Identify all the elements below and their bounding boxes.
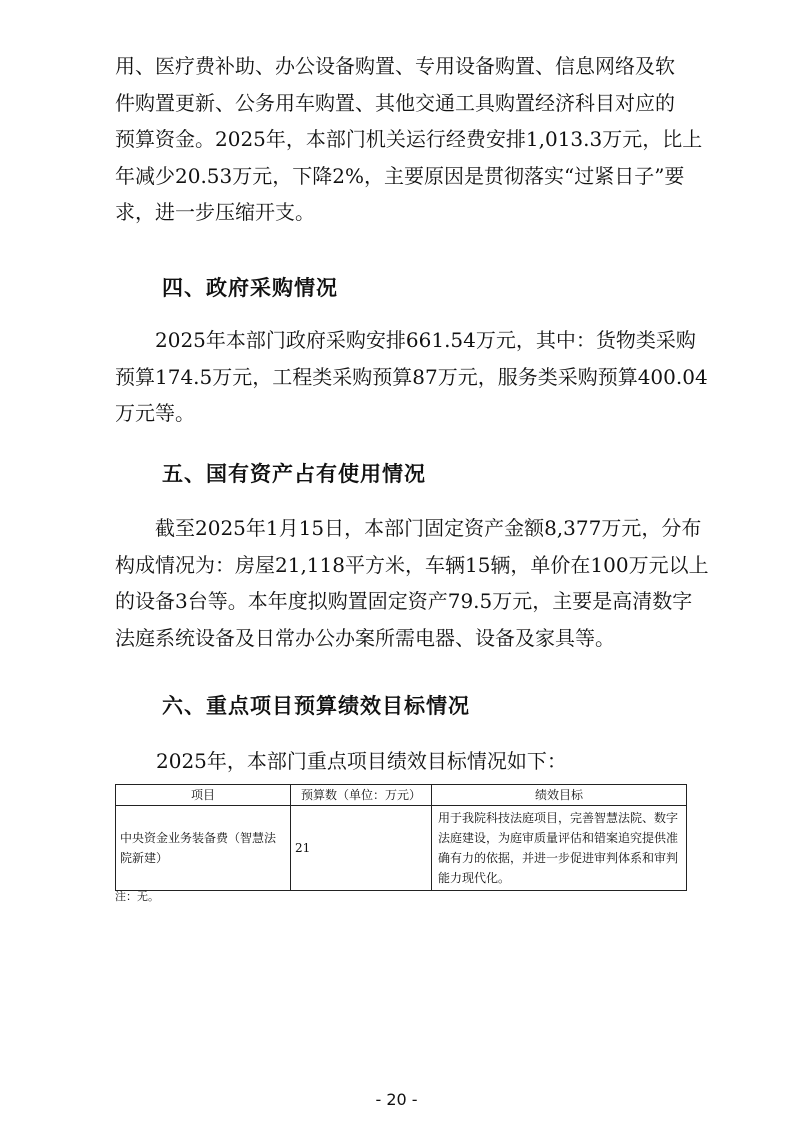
text-line: 预算资金。2025年，本部门机关运行经费安排1,013.3万元，比上 xyxy=(115,127,703,151)
cell-budget: 21 xyxy=(291,806,432,891)
text-line: 预算174.5万元，工程类采购预算87万元，服务类采购预算400.04 xyxy=(115,364,708,389)
cell-goal: 用于我院科技法庭项目，完善智慧法院、数字法庭建设，为庭审质量评估和错案追究提供准确有力的依据，并进一步促进审判体系和审判能力现代化。 xyxy=(432,806,687,891)
text-line: 法庭系统设备及日常办公办案所需电器、设备及家具等。 xyxy=(115,625,615,650)
section-heading-performance: 六、重点项目预算绩效目标情况 xyxy=(162,694,470,718)
text-line: 求，进一步压缩开支。 xyxy=(115,200,315,224)
table-row xyxy=(116,806,687,891)
text-line: 年减少20.53万元，下降2%，主要原因是贯彻落实“过紧日子”要 xyxy=(115,163,685,188)
header-project: 项目 xyxy=(116,785,291,806)
table-note: 注：无。 xyxy=(115,890,159,903)
text-line: 用、医疗费补助、办公设备购置、专用设备购置、信息网络及软 xyxy=(115,54,675,78)
assets-paragraph xyxy=(115,510,709,656)
text-line: 构成情况为：房屋21,118平方米，车辆15辆，单价在100万元以上 xyxy=(115,552,709,577)
procurement-paragraph xyxy=(115,322,708,432)
text-line: 截至2025年1月15日，本部门固定资产金额8,377万元，分布 xyxy=(155,516,702,540)
text-line: 2025年本部门政府采购安排661.54万元，其中：货物类采购 xyxy=(155,328,696,352)
text-line: 的设备3台等。本年度拟购置固定资产79.5万元，主要是高清数字 xyxy=(115,589,693,613)
page-number: - 20 - xyxy=(375,1090,418,1109)
header-goal: 绩效目标 xyxy=(432,785,687,806)
text-line: 万元等。 xyxy=(115,401,195,425)
table-header-row xyxy=(116,785,687,806)
text-line: 件购置更新、公务用车购置、其他交通工具购置经济科目对应的 xyxy=(115,90,675,115)
section-heading-procurement: 四、政府采购情况 xyxy=(162,276,338,300)
cell-project: 中央资金业务装备费（智慧法院新建） xyxy=(116,806,291,891)
header-budget: 预算数（单位：万元） xyxy=(291,785,432,806)
performance-intro: 2025年，本部门重点项目绩效目标情况如下： xyxy=(156,749,567,773)
performance-table xyxy=(115,784,687,891)
section-heading-assets: 五、国有资产占有使用情况 xyxy=(162,462,426,486)
continuation-paragraph xyxy=(115,48,703,231)
